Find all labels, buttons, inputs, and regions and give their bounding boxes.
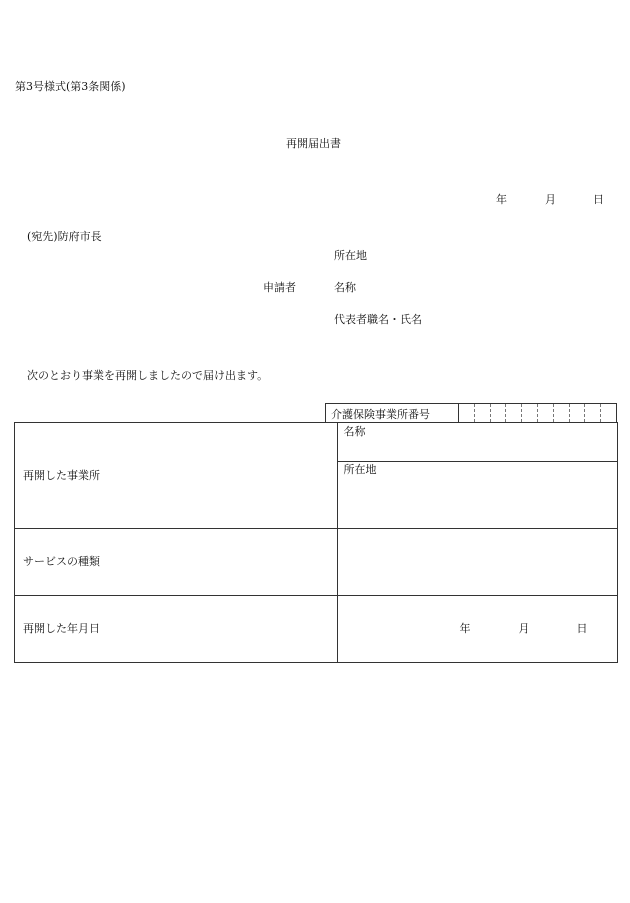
insurance-number-digit-cell[interactable] <box>538 404 554 422</box>
insurance-number-digit-cell[interactable] <box>570 404 586 422</box>
applicant-name-label: 名称 <box>334 281 356 294</box>
reopen-day-label: 日 <box>576 622 588 635</box>
applicant-representative-label: 代表者職名・氏名 <box>334 313 422 326</box>
date-day-label: 日 <box>593 193 604 206</box>
table-row-office <box>15 423 618 529</box>
addressee: (宛先)防府市長 <box>27 230 102 243</box>
office-row-label: 再開した事業所 <box>15 423 338 529</box>
date-year-label: 年 <box>496 193 507 206</box>
date-row-label: 再開した年月日 <box>15 596 338 663</box>
table-row-service <box>15 529 618 596</box>
form-number: 第3号様式(第3条関係) <box>15 80 126 93</box>
service-value-cell[interactable] <box>338 529 618 596</box>
insurance-number-label: 介護保険事業所番号 <box>331 408 430 421</box>
form-table <box>14 422 618 663</box>
insurance-number-digit-cell[interactable] <box>601 404 616 422</box>
office-divider <box>338 461 617 462</box>
statement-text: 次のとおり事業を再開しましたので届け出ます。 <box>27 369 269 382</box>
insurance-number-digit-cell[interactable] <box>459 404 475 422</box>
insurance-number-digit-cell[interactable] <box>585 404 601 422</box>
insurance-number-cells <box>458 404 616 422</box>
document-title: 再開届出書 <box>286 137 341 150</box>
insurance-number-digit-cell[interactable] <box>522 404 538 422</box>
date-month-label: 月 <box>545 193 556 206</box>
applicant-label: 申請者 <box>263 281 296 294</box>
insurance-number-box <box>325 403 617 422</box>
service-row-label: サービスの種類 <box>15 529 338 596</box>
reopen-month-label: 月 <box>518 622 530 635</box>
insurance-number-digit-cell[interactable] <box>506 404 522 422</box>
insurance-number-digit-cell[interactable] <box>554 404 570 422</box>
reopen-year-label: 年 <box>459 622 471 635</box>
insurance-number-digit-cell[interactable] <box>475 404 491 422</box>
office-detail-cell[interactable] <box>338 423 618 529</box>
date-value-cell[interactable] <box>338 596 618 663</box>
office-name-label: 名称 <box>343 425 366 438</box>
applicant-address-label: 所在地 <box>334 249 367 262</box>
table-row-date <box>15 596 618 663</box>
insurance-number-digit-cell[interactable] <box>491 404 507 422</box>
office-address-label: 所在地 <box>343 463 377 476</box>
